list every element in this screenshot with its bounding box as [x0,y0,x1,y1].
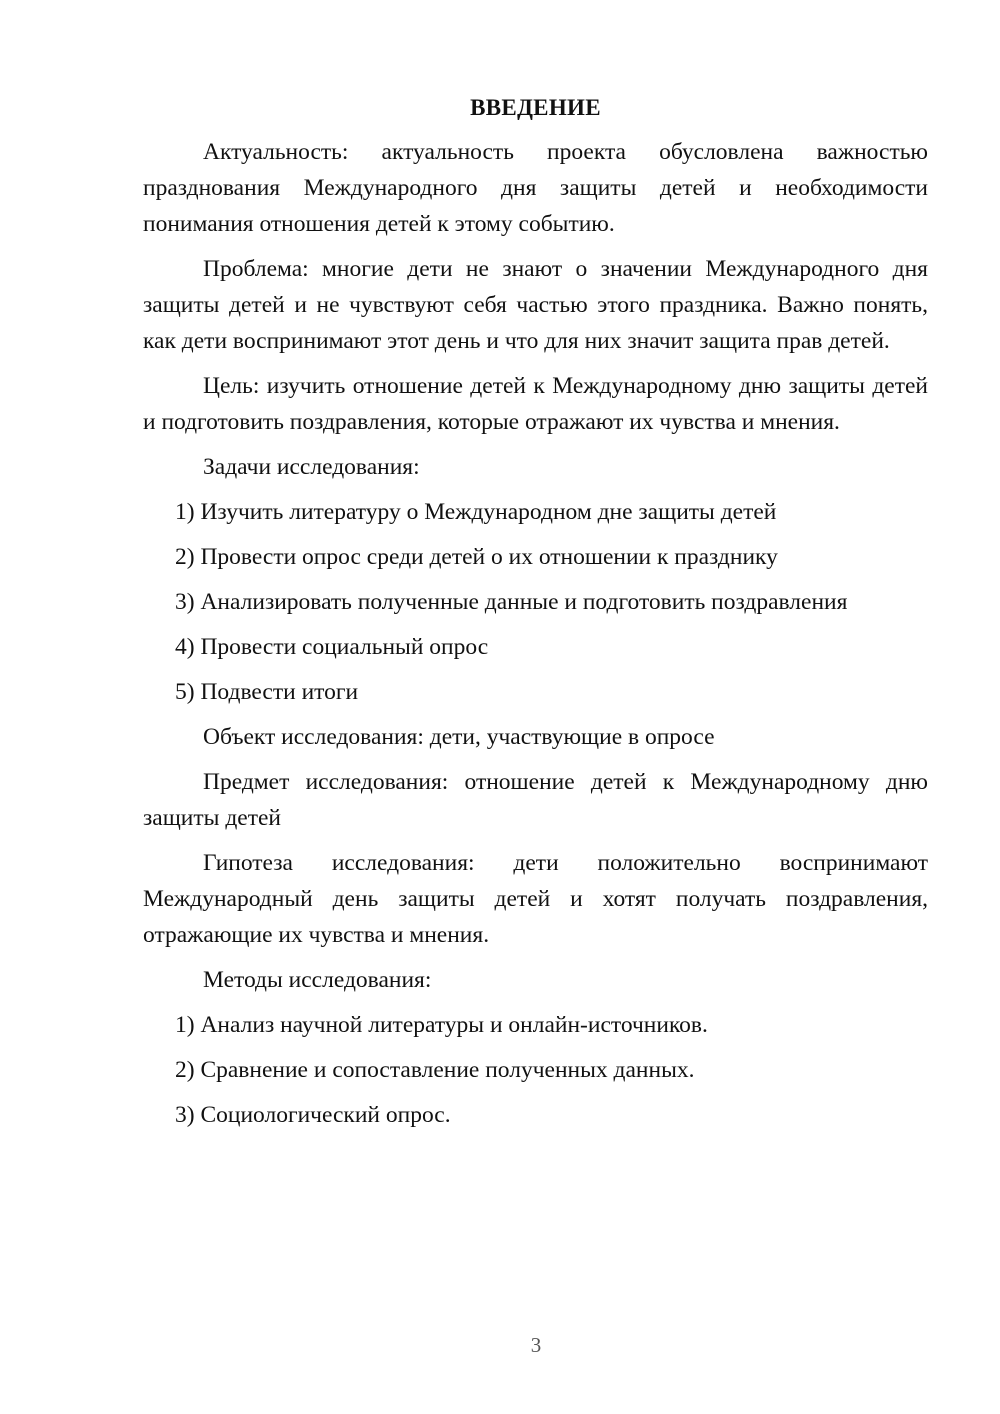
task-item: 2) Провести опрос среди детей о их отношении к празднику [175,544,778,570]
section-title: ВВЕДЕНИЕ [470,95,601,120]
object-paragraph: Объект исследования: дети, участвующие в опросе [203,724,715,750]
subject-paragraph: Предмет исследования: отношение детей к Международному дню защиты детей [143,769,928,831]
method-item: 3) Социологический опрос. [175,1102,451,1128]
task-item: 4) Провести социальный опрос [175,634,489,660]
methods-heading: Методы исследования: [203,967,432,993]
task-item: 5) Подвести итоги [175,679,359,705]
task-item: 3) Анализировать полученные данные и подготовить поздравления [175,589,848,615]
hypothesis-paragraph: Гипотеза исследования: дети положительно воспринимают Международный день защиты детей и хотят получать поздравления, отражающие их чувства и мнения. [143,850,928,948]
document-page [143,90,928,1142]
method-item: 2) Сравнение и сопоставление полученных данных. [175,1057,695,1083]
page-number: 3 [530,1333,542,1357]
problem-paragraph: Проблема: многие дети не знают о значении Международного дня защиты детей и не чувствуют себя частью этого праздника. Важно понять, как дети воспринимают этот день и что для них значит защита прав детей. [143,256,928,354]
task-item: 1) Изучить литературу о Международном дне защиты детей [175,499,777,525]
goal-paragraph: Цель: изучить отношение детей к Международному дню защиты детей и подготовить поздравления, которые отражают их чувства и мнения. [143,373,928,435]
relevance-paragraph: Актуальность: актуальность проекта обусловлена важностью празднования Международного дня защиты детей и необходимости понимания отношения детей к этому событию. [143,139,928,237]
tasks-heading: Задачи исследования: [203,454,420,480]
method-item: 1) Анализ научной литературы и онлайн-источников. [175,1012,708,1038]
